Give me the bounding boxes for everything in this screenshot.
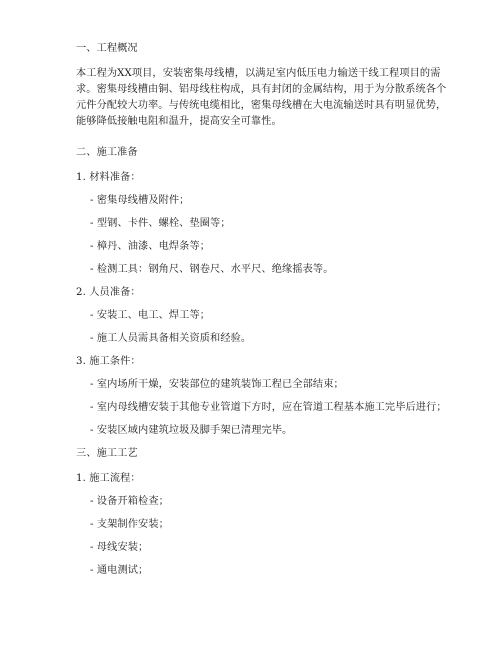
bullet-item: - 检测工具：钢角尺、钢卷尺、水平尺、绝缘摇表等。 <box>90 264 334 275</box>
bullet-item: - 母线安装； <box>90 542 149 553</box>
list-item-title: 3. 施工条件： <box>76 356 141 367</box>
section-heading-preparation: 二、施工准备 <box>76 147 138 158</box>
bullet-item: - 安装工、电工、焊工等； <box>90 310 211 321</box>
bullet-item: - 室内场所干燥，安装部位的建筑装饰工程已全部结束； <box>90 379 344 390</box>
paragraph-line: 能够降低接触电阻和温升，提高安全可靠性。 <box>76 116 282 127</box>
bullet-item: - 施工人员需具备相关资质和经验。 <box>90 333 252 344</box>
section-heading-process: 三、施工工艺 <box>76 448 138 459</box>
list-item-title: 1. 材料准备： <box>76 172 141 183</box>
section-heading-overview: 一、工程概况 <box>76 43 138 54</box>
bullet-item: - 安装区域内建筑垃圾及脚手架已清理完毕。 <box>90 425 293 436</box>
bullet-item: - 型钢、卡件、螺栓、垫圈等； <box>90 218 231 229</box>
list-item-title: 2. 人员准备： <box>76 287 141 298</box>
list-item-title: 1. 施工流程： <box>76 473 141 484</box>
paragraph-line: 求。密集母线槽由铜、铝母线柱构成，具有封闭的金属结构，用于为分散系统各个 <box>76 84 447 95</box>
bullet-item: - 室内母线槽安装于其他专业管道下方时，应在管道工程基本施工完毕后进行； <box>90 402 447 413</box>
bullet-item: - 支架制作安装； <box>90 519 169 530</box>
bullet-item: - 密集母线槽及附件； <box>90 195 190 206</box>
bullet-item: - 通电测试； <box>90 565 149 576</box>
bullet-item: - 樟丹、油漆、电焊条等； <box>90 241 211 252</box>
bullet-item: - 设备开箱检查； <box>90 496 169 507</box>
paragraph-line: 元件分配较大功率。与传统电缆相比，密集母线槽在大电流输送时具有明显优势， <box>76 100 447 111</box>
paragraph-line: 本工程为XX项目，安装密集母线槽，以满足室内低压电力输送干线工程项目的需 <box>76 68 441 79</box>
